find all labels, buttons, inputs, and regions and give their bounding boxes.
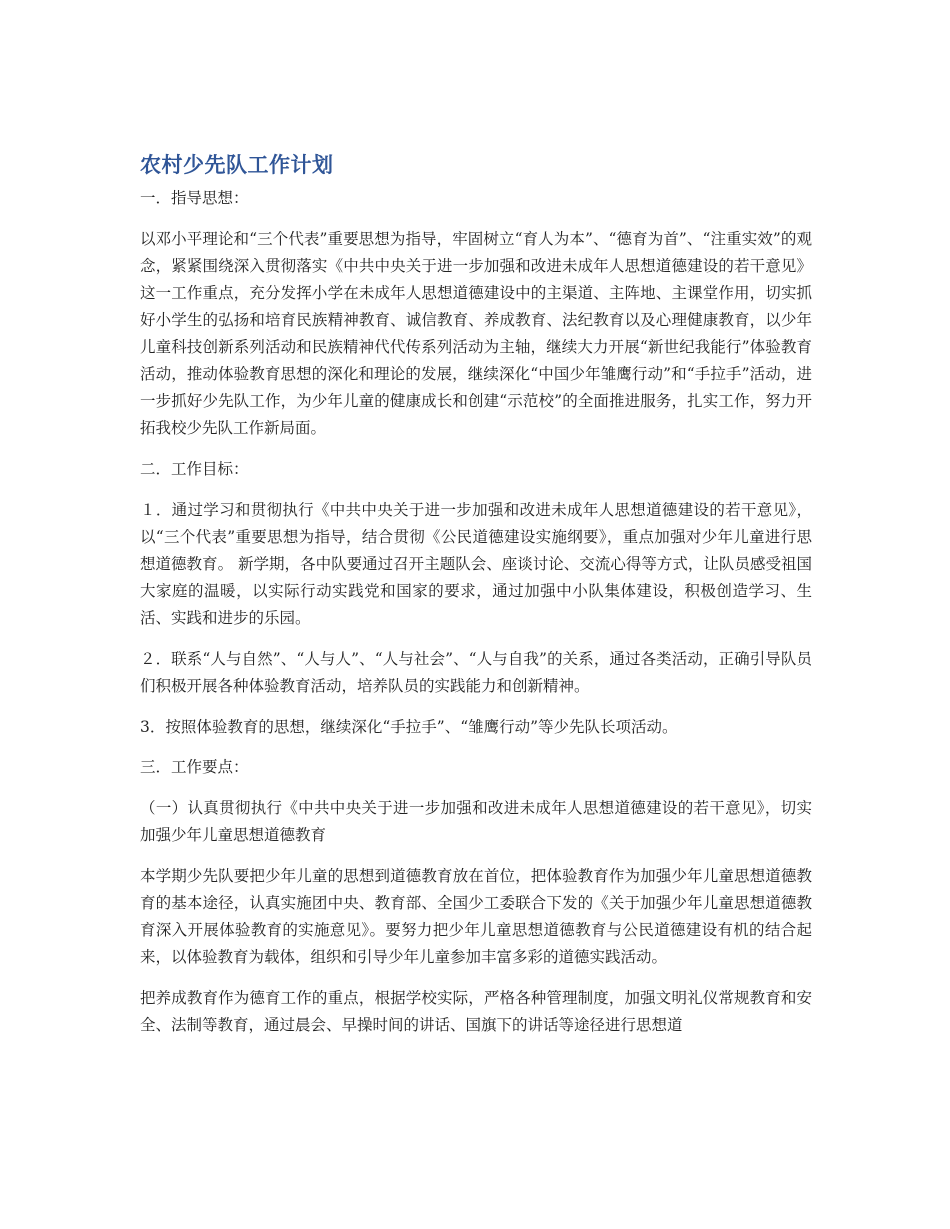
paragraph-guiding-ideology: 以邓小平理论和“三个代表”重要思想为指导，牢固树立“育人为本”、“德育为首”、“注重实效”的观念，紧紧围绕深入贯彻落实《中共中央关于进一步加强和改进未成年人思想道德建设的若干意见》这一工作重点，充分发挥小学在未成年人思想道德建设中的主渠道、主阵地、主课堂作用，切实抓好小学生的弘扬和培育民族精神教育、诚信教育、养成教育、法纪教育以及心理健康教育，以少年儿童科技创新系列活动和民族精神代代传系列活动为主轴，继续大力开展“新世纪我能行”体验教育活动，推动体验教育思想的深化和理论的发展，继续深化“中国少年雏鹰行动”和“手拉手”活动，进一步抓好少先队工作，为少年儿童的健康成长和创建“示范校”的全面推进服务，扎实工作，努力开拓我校少先队工作新局面。 bbox=[140, 230, 812, 437]
paragraph-goal-3: 3．按照体验教育的思想，继续深化“手拉手”、“雏鹰行动”等少先队长项活动。 bbox=[140, 718, 678, 736]
section-heading-guiding-ideology: 一．指导思想： bbox=[140, 189, 249, 207]
paragraph-goal-2: ２．联系“人与自然”、“人与人”、“人与社会”、“人与自我”的关系，通过各类活动，正确引导队员们积极开展各种体验教育活动，培养队员的实践能力和创新精神。 bbox=[140, 650, 812, 695]
section-heading-work-goals: 二．工作目标： bbox=[140, 460, 249, 478]
subheading-point-1: （一）认真贯彻执行《中共中央关于进一步加强和改进未成年人思想道德建设的若干意见》，切实加强少年儿童思想道德教育 bbox=[140, 799, 812, 844]
document-title: 农村少先队工作计划 bbox=[140, 153, 334, 177]
paragraph-habit-education: 把养成教育作为德育工作的重点，根据学校实际，严格各种管理制度，加强文明礼仪常规教育和安全、法制等教育，通过晨会、早操时间的讲话、国旗下的讲话等途径进行思想道 bbox=[140, 989, 812, 1034]
section-heading-work-points: 三．工作要点： bbox=[140, 758, 249, 776]
paragraph-goal-1: １．通过学习和贯彻执行《中共中央关于进一步加强和改进未成年人思想道德建设的若干意见》，以“三个代表”重要思想为指导，结合贯彻《公民道德建设实施纲要》，重点加强对少年儿童进行思想道德教育。 新学期，各中队要通过召开主题队会、座谈讨论、交流心得等方式，让队员感受祖国大家庭的温暖，以实际行动实践党和国家的要求，通过加强中小队集体建设，积极创造学习、生活、实践和进步的乐园。 bbox=[140, 501, 812, 627]
paragraph-point-1-body: 本学期少先队要把少年儿童的思想到道德教育放在首位，把体验教育作为加强少年儿童思想道德教育的基本途径，认真实施团中央、教育部、全国少工委联合下发的《关于加强少年儿童思想道德教育深入开展体验教育的实施意见》。要努力把少年儿童思想道德教育与公民道德建设有机的结合起来，以体验教育为载体，组织和引导少年儿童参加丰富多彩的道德实践活动。 bbox=[140, 867, 812, 966]
